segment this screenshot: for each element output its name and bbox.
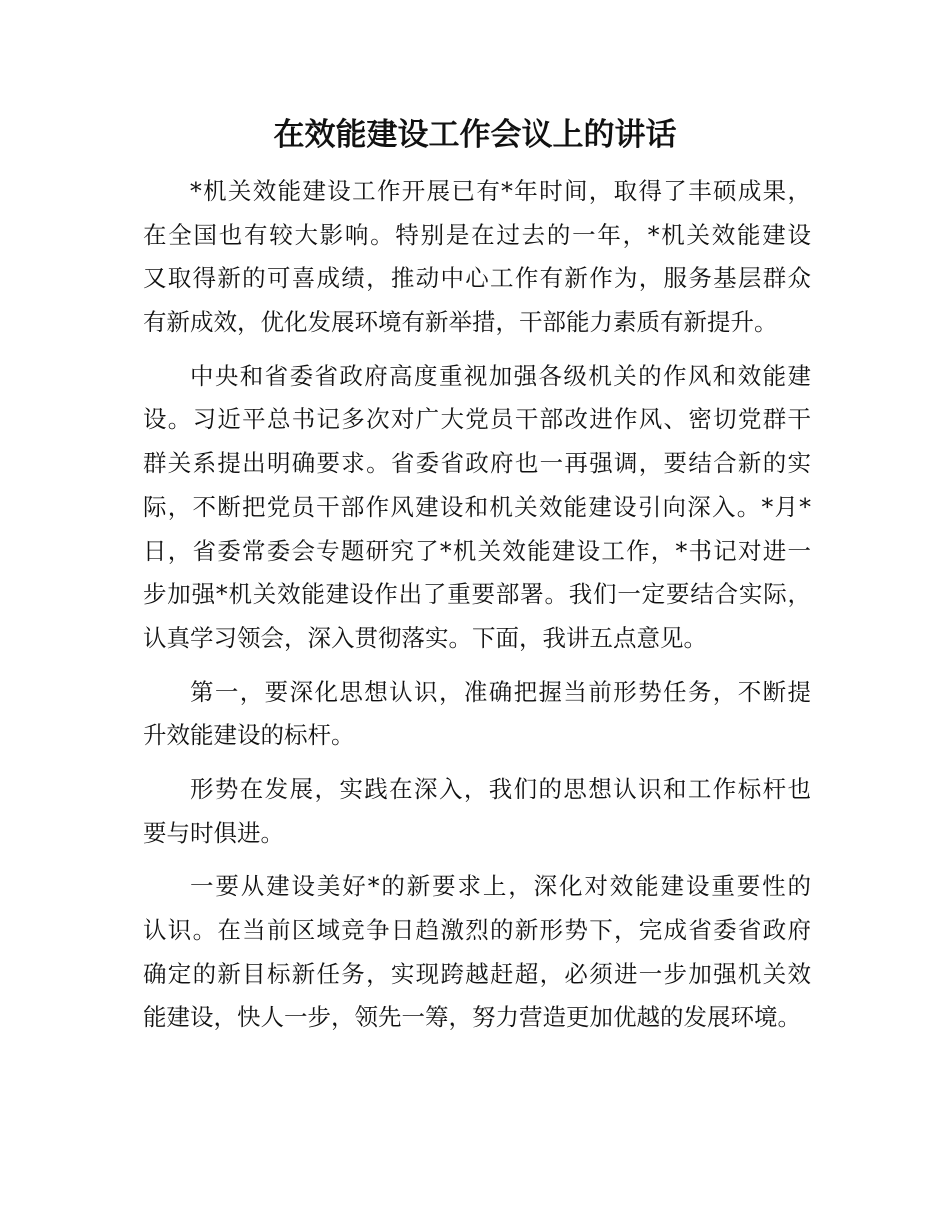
paragraph-line: 际，不断把党员干部作风建设和机关效能建设引向深入。*月* bbox=[143, 492, 811, 521]
paragraph bbox=[143, 355, 811, 661]
paragraph-line: 升效能建设的标杆。 bbox=[143, 721, 355, 750]
paragraph-line: 要与时俱进。 bbox=[143, 818, 284, 847]
paragraph-line: 中央和省委省政府高度重视加强各级机关的作风和效能建 bbox=[190, 361, 811, 390]
paragraph-line: 认真学习领会，深入贯彻落实。下面，我讲五点意见。 bbox=[143, 623, 707, 652]
paragraph-line: 设。习近平总书记多次对广大党员干部改进作风、密切党群干 bbox=[143, 405, 811, 434]
paragraph-line: 确定的新目标新任务，实现跨越赶超，必须进一步加强机关效 bbox=[143, 959, 811, 988]
paragraph-line: 有新成效，优化发展环境有新举措，干部能力素质有新提升。 bbox=[143, 308, 778, 337]
paragraph-line: 日，省委常委会专题研究了*机关效能建设工作，*书记对进一 bbox=[143, 536, 811, 565]
paragraph-line: *机关效能建设工作开展已有*年时间，取得了丰硕成果， bbox=[190, 177, 811, 205]
paragraph bbox=[143, 865, 811, 1040]
paragraph bbox=[143, 671, 811, 758]
paragraph-line: 能建设，快人一步，领先一筹，努力营造更加优越的发展环境。 bbox=[143, 1003, 801, 1032]
paragraph-line: 又取得新的可喜成绩，推动中心工作有新作为，服务基层群众 bbox=[143, 264, 811, 293]
paragraph-line: 在全国也有较大影响。特别是在过去的一年，*机关效能建设 bbox=[143, 220, 811, 249]
document-body bbox=[143, 170, 811, 1050]
paragraph-line: 第一，要深化思想认识，准确把握当前形势任务，不断提 bbox=[190, 677, 811, 706]
paragraph-line: 步加强*机关效能建设作出了重要部署。我们一定要结合实际， bbox=[143, 580, 811, 609]
paragraph bbox=[143, 768, 811, 855]
paragraph-line: 一要从建设美好*的新要求上，深化对效能建设重要性的 bbox=[190, 872, 811, 901]
paragraph-line: 群关系提出明确要求。省委省政府也一再强调，要结合新的实 bbox=[143, 449, 811, 478]
paragraph-line: 形势在发展，实践在深入，我们的思想认识和工作标杆也 bbox=[190, 774, 811, 803]
paragraph bbox=[143, 170, 811, 345]
document-title: 在效能建设工作会议上的讲话 bbox=[273, 117, 677, 153]
paragraph-line: 认识。在当前区域竞争日趋激烈的新形势下，完成省委省政府 bbox=[143, 916, 811, 944]
